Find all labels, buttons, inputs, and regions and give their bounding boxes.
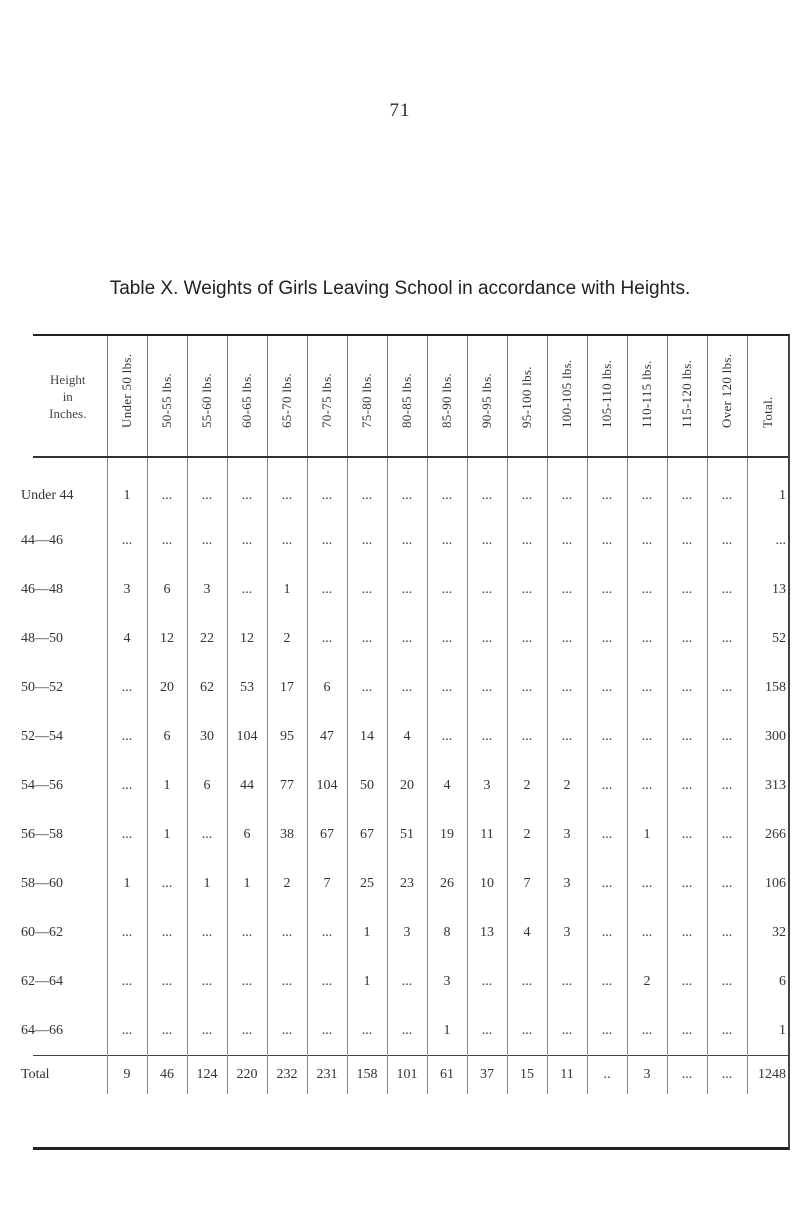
table-cell: 10 — [467, 859, 507, 908]
table-cell: ... — [707, 663, 747, 712]
row-height-label: 64—66 — [21, 1022, 63, 1038]
table-cell: ... — [147, 859, 187, 908]
row-total-cell: 32 — [747, 908, 788, 957]
table-cell: ... — [707, 859, 747, 908]
table-cell: 51 — [387, 810, 427, 859]
total-row — [33, 1056, 788, 1095]
table-cell: ... — [467, 712, 507, 761]
table-cell: 2 — [507, 761, 547, 810]
table-cell: 2 — [267, 614, 307, 663]
table-cell: 11 — [547, 1056, 587, 1095]
table-cell: ... — [227, 908, 267, 957]
row-height-label: 58—60 — [21, 875, 63, 891]
table-cell: ... — [387, 614, 427, 663]
table-cell: ... — [307, 516, 347, 565]
table-cell: 104 — [227, 712, 267, 761]
table-cell: ... — [667, 1056, 707, 1095]
table-cell: ... — [147, 516, 187, 565]
table-cell: ... — [427, 565, 467, 614]
table-cell: ... — [147, 457, 187, 516]
table-cell: 44 — [227, 761, 267, 810]
table-cell: ... — [547, 1006, 587, 1056]
row-total-cell: ... — [747, 516, 788, 565]
table-row — [33, 908, 788, 957]
weight-column-header — [187, 336, 227, 457]
table-cell: 17 — [267, 663, 307, 712]
table-cell: ... — [707, 712, 747, 761]
table-cell: 1 — [147, 761, 187, 810]
table-cell: ... — [627, 761, 667, 810]
table-cell: ... — [627, 516, 667, 565]
table-row — [33, 761, 788, 810]
table-cell: ... — [387, 1006, 427, 1056]
table-cell: 6 — [187, 761, 227, 810]
table-cell: ... — [547, 516, 587, 565]
table-cell: ... — [467, 1006, 507, 1056]
table-cell: ... — [427, 712, 467, 761]
weight-column-label: 70-75 lbs. — [319, 373, 334, 428]
row-height-label: 44—46 — [21, 532, 63, 548]
table-cell: ... — [587, 663, 627, 712]
weight-column-label: 105-110 lbs. — [599, 359, 614, 428]
weight-column-header — [467, 336, 507, 457]
table-cell: 158 — [347, 1056, 387, 1095]
table-cell: 3 — [547, 908, 587, 957]
row-total-cell: 52 — [747, 614, 788, 663]
table-cell: ... — [147, 1006, 187, 1056]
table-cell: ... — [707, 1006, 747, 1056]
table-cell: 9 — [107, 1056, 147, 1095]
row-total-cell: 1 — [747, 457, 788, 516]
row-height-label: Under 44 — [21, 488, 74, 503]
table-cell: 3 — [547, 859, 587, 908]
table-cell: ... — [227, 516, 267, 565]
weight-column-label: 50-55 lbs. — [159, 373, 174, 428]
row-total-cell: 313 — [747, 761, 788, 810]
table-cell: 12 — [147, 614, 187, 663]
height-label-line: Inches. — [49, 405, 87, 421]
table-cell: ... — [187, 457, 227, 516]
table-cell: ... — [627, 663, 667, 712]
table-cell: ... — [507, 712, 547, 761]
table-cell: ... — [307, 1006, 347, 1056]
table-cell: ... — [667, 908, 707, 957]
table-cell: 47 — [307, 712, 347, 761]
table-cell: ... — [387, 457, 427, 516]
table-cell: 15 — [507, 1056, 547, 1095]
table-cell: ... — [427, 663, 467, 712]
table-row — [33, 457, 788, 516]
table-cell: ... — [547, 614, 587, 663]
table-cell: ... — [267, 908, 307, 957]
table-cell: ... — [427, 516, 467, 565]
table-cell: ... — [467, 457, 507, 516]
table-cell: ... — [707, 516, 747, 565]
row-total-cell: 106 — [747, 859, 788, 908]
table-cell: ... — [707, 810, 747, 859]
table-cell: ... — [387, 957, 427, 1006]
table-cell: ... — [107, 516, 147, 565]
table-cell: ... — [107, 1006, 147, 1056]
table-cell: 25 — [347, 859, 387, 908]
table-cell: 22 — [187, 614, 227, 663]
table-cell: ... — [227, 1006, 267, 1056]
table-cell: 3 — [187, 565, 227, 614]
weight-column-header — [347, 336, 387, 457]
table-cell: ... — [187, 1006, 227, 1056]
table-cell: 62 — [187, 663, 227, 712]
table-cell: ... — [627, 859, 667, 908]
table-cell: ... — [187, 516, 227, 565]
table-cell: ... — [427, 614, 467, 663]
table-cell: 14 — [347, 712, 387, 761]
table-cell: ... — [107, 810, 147, 859]
table-cell: ... — [347, 663, 387, 712]
row-total-cell: 1248 — [747, 1056, 788, 1095]
table-cell: ... — [507, 565, 547, 614]
table-cell: ... — [387, 565, 427, 614]
row-height-label: 54—56 — [21, 777, 63, 793]
table-cell: ... — [387, 663, 427, 712]
row-height-label: 52—54 — [21, 728, 63, 744]
weight-column-label: 110-115 lbs. — [639, 360, 654, 428]
table-cell: 20 — [387, 761, 427, 810]
weight-column-label: Over 120 lbs. — [719, 353, 734, 428]
table-cell: 231 — [307, 1056, 347, 1095]
table-cell: ... — [587, 565, 627, 614]
table-cell: 4 — [427, 761, 467, 810]
table-cell: ... — [547, 457, 587, 516]
table-cell: 30 — [187, 712, 227, 761]
table-cell: 1 — [227, 859, 267, 908]
weight-column-label: 55-60 lbs. — [199, 373, 214, 428]
weight-column-label: 65-70 lbs. — [279, 373, 294, 428]
weight-column-header — [147, 336, 187, 457]
table-cell: ... — [467, 516, 507, 565]
table-cell: ... — [307, 957, 347, 1006]
table-cell: ... — [307, 908, 347, 957]
table-cell: ... — [147, 957, 187, 1006]
table-title: Table X. Weights of Girls Leaving School in accordance with Heights. — [109, 278, 691, 299]
table-cell: ... — [187, 908, 227, 957]
weight-column-label: Under 50 lbs. — [119, 353, 134, 428]
table-cell: 1 — [187, 859, 227, 908]
row-total-cell: 266 — [747, 810, 788, 859]
weight-column-header — [507, 336, 547, 457]
table-row — [33, 957, 788, 1006]
table-cell: 3 — [547, 810, 587, 859]
table-row — [33, 1006, 788, 1056]
table-cell: ... — [107, 761, 147, 810]
table-cell: 37 — [467, 1056, 507, 1095]
table-cell: 2 — [267, 859, 307, 908]
table-cell: ... — [347, 516, 387, 565]
table-cell: ... — [507, 457, 547, 516]
table-row — [33, 712, 788, 761]
weight-column-label: 60-65 lbs. — [239, 373, 254, 428]
table-cell: ... — [467, 565, 507, 614]
table-cell: 95 — [267, 712, 307, 761]
table-cell: 3 — [467, 761, 507, 810]
table-cell: ... — [587, 614, 627, 663]
table-cell: ... — [667, 516, 707, 565]
table-cell: ... — [267, 516, 307, 565]
table-cell: 3 — [627, 1056, 667, 1095]
table-cell: ... — [467, 614, 507, 663]
table-cell: ... — [707, 957, 747, 1006]
table-cell: 6 — [147, 565, 187, 614]
table-cell: ... — [587, 1006, 627, 1056]
height-label-line: in — [62, 388, 73, 404]
table-cell: ... — [507, 1006, 547, 1056]
table-cell: ... — [307, 457, 347, 516]
table-cell: 2 — [507, 810, 547, 859]
table-cell: 3 — [387, 908, 427, 957]
table-cell: 220 — [227, 1056, 267, 1095]
row-height-label: 62—64 — [21, 973, 63, 989]
table-cell: ... — [307, 565, 347, 614]
table-cell: ... — [427, 457, 467, 516]
row-height-label: Total — [21, 1056, 95, 1095]
table-cell: ... — [667, 859, 707, 908]
table-cell: ... — [547, 957, 587, 1006]
weight-column-header — [107, 336, 147, 457]
table-cell: 1 — [147, 810, 187, 859]
table-cell: ... — [667, 761, 707, 810]
table-cell: ... — [107, 663, 147, 712]
weights-table — [21, 334, 790, 1150]
table-cell: ... — [627, 614, 667, 663]
table-cell: ... — [627, 565, 667, 614]
table-cell: ... — [587, 712, 627, 761]
table-cell: 4 — [387, 712, 427, 761]
table-cell: 1 — [107, 457, 147, 516]
weight-column-label: 80-85 lbs. — [399, 373, 414, 428]
table-cell: ... — [587, 516, 627, 565]
row-total-cell: 300 — [747, 712, 788, 761]
table-cell: 11 — [467, 810, 507, 859]
table-cell: 1 — [107, 859, 147, 908]
table-cell: ... — [107, 712, 147, 761]
table-cell: ... — [627, 1006, 667, 1056]
table-cell: .. — [587, 1056, 627, 1095]
table-cell: ... — [587, 957, 627, 1006]
weight-column-label: 75-80 lbs. — [359, 373, 374, 428]
table-cell: 50 — [347, 761, 387, 810]
table-cell: 77 — [267, 761, 307, 810]
weight-column-header — [627, 336, 667, 457]
table-cell: ... — [667, 457, 707, 516]
table-cell: 1 — [267, 565, 307, 614]
table-cell: ... — [587, 810, 627, 859]
weight-column-header — [427, 336, 467, 457]
weight-column-header — [387, 336, 427, 457]
table-cell: 4 — [107, 614, 147, 663]
row-height-label: 56—58 — [21, 826, 63, 842]
table-cell: ... — [547, 663, 587, 712]
table-cell: 1 — [427, 1006, 467, 1056]
table-cell: ... — [227, 565, 267, 614]
table-cell: ... — [347, 614, 387, 663]
table-cell: ... — [187, 957, 227, 1006]
table-cell: 67 — [347, 810, 387, 859]
row-total-cell: 158 — [747, 663, 788, 712]
row-height-label: 60—62 — [21, 924, 63, 940]
table-cell: 12 — [227, 614, 267, 663]
table-cell: ... — [187, 810, 227, 859]
table-cell: ... — [307, 614, 347, 663]
table-cell: ... — [707, 1056, 747, 1095]
table-cell: ... — [667, 614, 707, 663]
row-height-label: 50—52 — [21, 679, 63, 695]
table-cell: 38 — [267, 810, 307, 859]
table-cell: 6 — [147, 712, 187, 761]
page-number: 71 — [389, 100, 411, 121]
table-cell: ... — [667, 810, 707, 859]
table-cell: ... — [147, 908, 187, 957]
table-cell: ... — [507, 957, 547, 1006]
table-row — [33, 663, 788, 712]
table-cell: 101 — [387, 1056, 427, 1095]
table-cell: ... — [467, 957, 507, 1006]
row-height-label: 46—48 — [21, 581, 63, 597]
table-cell: ... — [627, 712, 667, 761]
table-cell: 3 — [107, 565, 147, 614]
table-cell: 67 — [307, 810, 347, 859]
row-total-cell: 1 — [747, 1006, 788, 1056]
weight-column-header — [667, 336, 707, 457]
table-cell: ... — [347, 565, 387, 614]
table-cell: 4 — [507, 908, 547, 957]
table-cell: ... — [507, 516, 547, 565]
table-row — [33, 565, 788, 614]
table-cell: 46 — [147, 1056, 187, 1095]
weight-column-header — [227, 336, 267, 457]
table-cell: ... — [587, 761, 627, 810]
table-cell: ... — [347, 1006, 387, 1056]
table-cell: 20 — [147, 663, 187, 712]
row-total-cell: 13 — [747, 565, 788, 614]
table-cell: 104 — [307, 761, 347, 810]
table-cell: ... — [507, 663, 547, 712]
table-row — [33, 516, 788, 565]
table-cell: 53 — [227, 663, 267, 712]
weight-column-label: 115-120 lbs. — [679, 359, 694, 428]
table-cell: ... — [107, 957, 147, 1006]
weight-column-header — [267, 336, 307, 457]
table-cell: ... — [267, 457, 307, 516]
table-cell: 1 — [347, 908, 387, 957]
table-cell: ... — [667, 565, 707, 614]
table-cell: ... — [627, 908, 667, 957]
table-cell: 1 — [347, 957, 387, 1006]
table-cell: 2 — [547, 761, 587, 810]
table-cell: ... — [667, 712, 707, 761]
weight-column-label: 95-100 lbs. — [519, 366, 534, 428]
weight-column-header — [307, 336, 347, 457]
row-height-label: 48—50 — [21, 630, 63, 646]
table-cell: 7 — [307, 859, 347, 908]
table-cell: ... — [107, 908, 147, 957]
table-cell: ... — [347, 457, 387, 516]
weight-column-header — [587, 336, 627, 457]
table-cell: 232 — [267, 1056, 307, 1095]
height-column-header — [33, 336, 107, 457]
table-cell: 1 — [627, 810, 667, 859]
table-cell: 23 — [387, 859, 427, 908]
weight-column-label: 85-90 lbs. — [439, 373, 454, 428]
table-cell: 7 — [507, 859, 547, 908]
table-cell: ... — [667, 663, 707, 712]
table-cell: ... — [707, 565, 747, 614]
weight-column-label: Total. — [759, 396, 775, 428]
table-cell: 2 — [627, 957, 667, 1006]
table-cell: 13 — [467, 908, 507, 957]
table-cell: ... — [547, 565, 587, 614]
weight-column-header — [547, 336, 587, 457]
table-cell: ... — [707, 614, 747, 663]
table-cell: ... — [587, 457, 627, 516]
table-row — [33, 859, 788, 908]
table-cell: ... — [707, 908, 747, 957]
table-cell: ... — [467, 663, 507, 712]
table-cell: ... — [267, 1006, 307, 1056]
height-label-line: Height — [50, 371, 86, 387]
table-cell: ... — [227, 457, 267, 516]
table-cell: ... — [707, 457, 747, 516]
table-row — [33, 614, 788, 663]
table-cell: 19 — [427, 810, 467, 859]
table-cell: ... — [707, 761, 747, 810]
table-cell: 6 — [227, 810, 267, 859]
table-cell: ... — [507, 614, 547, 663]
table-cell: ... — [587, 859, 627, 908]
table-cell: ... — [667, 957, 707, 1006]
header-row — [33, 336, 788, 457]
table-cell: ... — [627, 457, 667, 516]
table-cell: 124 — [187, 1056, 227, 1095]
table-cell: 3 — [427, 957, 467, 1006]
weight-column-label: 100-105 lbs. — [559, 359, 574, 428]
weight-column-header — [707, 336, 747, 457]
table-cell: ... — [547, 712, 587, 761]
table-cell: 61 — [427, 1056, 467, 1095]
table-cell: 8 — [427, 908, 467, 957]
weight-column-header — [747, 336, 788, 457]
table-cell: 6 — [307, 663, 347, 712]
table-cell: ... — [227, 957, 267, 1006]
table-row — [33, 810, 788, 859]
table-cell: ... — [667, 1006, 707, 1056]
table-cell: ... — [587, 908, 627, 957]
table-cell: ... — [387, 516, 427, 565]
row-total-cell: 6 — [747, 957, 788, 1006]
weight-column-label: 90-95 lbs. — [479, 373, 494, 428]
table-cell: 26 — [427, 859, 467, 908]
table-cell: ... — [267, 957, 307, 1006]
